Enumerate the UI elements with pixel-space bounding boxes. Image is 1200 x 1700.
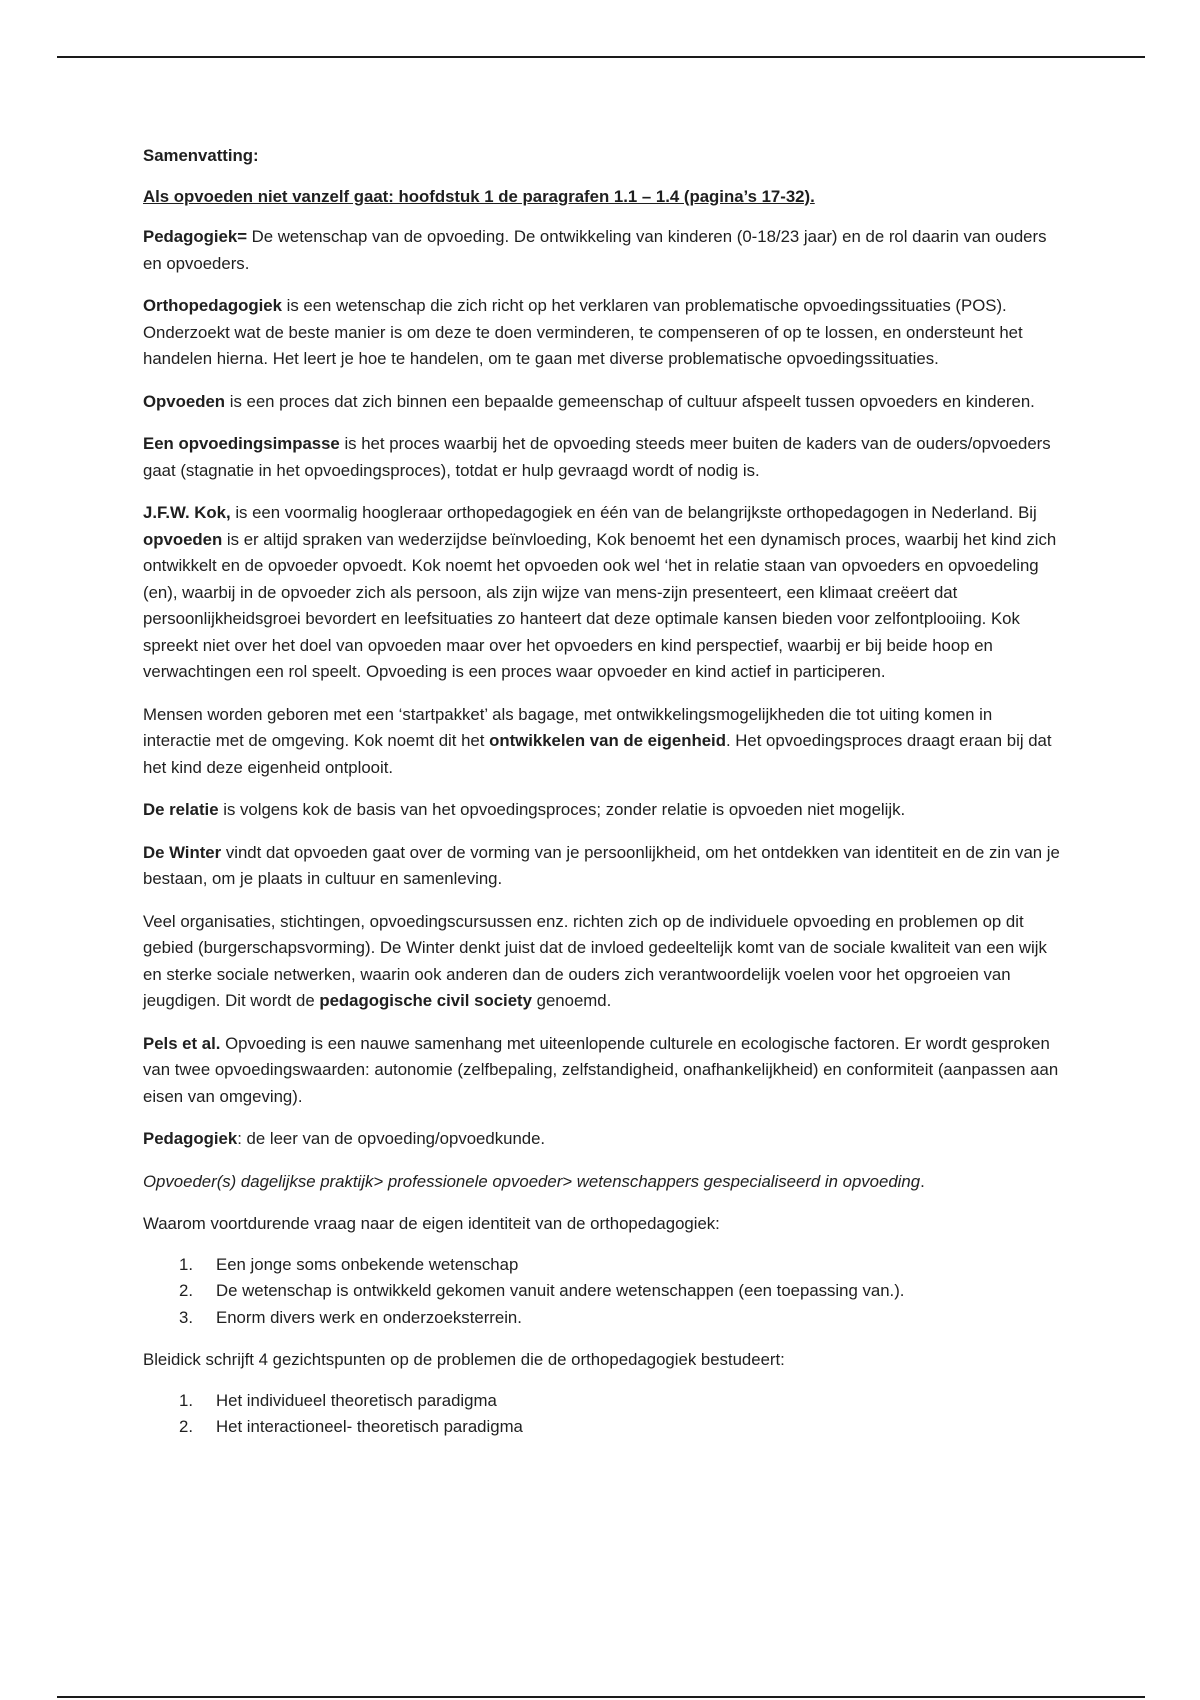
list-bleidick-paradigmas [143,1388,1063,1441]
paragraph-kok: J.F.W. Kok, is een voormalig hoogleraar orthopedagogiek en één van de belangrijkste orthopedagogen in Nederland. Bij opvoeden is er altijd spraken van wederzijdse beïnvloeding, Kok benoemt het een dynamisch proces, waarbij het kind zich ontwikkelt en de opvoeder opvoedt. Kok noemt het opvoeden ook wel ‘het in relatie staan van opvoeders en opvoedeling (en), waarbij in de opvoeder zich als persoon, als zijn wijze van mens-zijn presenteert, een klimaat creëert dat persoonlijkheidsgroei bevordert en leefsituaties zo hanteert dat deze optimale kansen bieden voor zelfontplooiing. Kok spreekt niet over het doel van opvoeden maar over het opvoeders en kind perspectief, waarbij er bij beide hoop en verwachtingen een rol speelt. Opvoeding is een proces waar opvoeder en kind actief in participeren. [143,503,1057,681]
term-opvoedingsimpasse: Een opvoedingsimpasse [143,434,340,453]
footer-rule [57,1696,1145,1698]
paragraph-bleidick: Bleidick schrijft 4 gezichtspunten op de problemen die de orthopedagogiek bestudeert: [143,1350,785,1369]
term-opvoeden-kok: opvoeden [143,529,223,549]
term-relatie: De relatie [143,800,219,819]
paragraph-opvoedingsimpasse: Een opvoedingsimpasse is het proces waarbij het de opvoeding steeds meer buiten de kaders van de ouders/opvoeders gaat (stagnatie in het opvoedingsproces), totdat er hulp gevraagd wordt of nodig is. [143,434,1051,480]
term-de-winter: De Winter [143,842,222,862]
list-identiteit-redenen [143,1252,1063,1332]
paragraph-relatie: De relatie is volgens kok de basis van het opvoedingsproces; zonder relatie is opvoeden niet mogelijk. [143,800,906,819]
paragraph-opvoeden: Opvoeden is een proces dat zich binnen een bepaalde gemeenschap of cultuur afspeelt tussen opvoeders en kinderen. [143,391,1035,411]
term-opvoeden: Opvoeden [143,391,226,411]
term-civil-society: pedagogische civil society [319,991,532,1010]
document-body [143,143,1063,1457]
paragraph-opvoeders-hierarchie: Opvoeder(s) dagelijkse praktijk> professionele opvoeder> wetenschappers gespecialiseerd in opvoeding. [143,1171,925,1191]
list-item: 3. Enorm divers werk en onderzoeksterrein. [179,1307,522,1327]
paragraph-pedagogiek: Pedagogiek= De wetenschap van de opvoeding. De ontwikkeling van kinderen (0-18/23 jaar) en de rol daarin van ouders en opvoeders. [143,227,1047,273]
list-item: 2. De wetenschap is ontwikkeld gekomen vanuit andere wetenschappen (een toepassing van.). [179,1281,905,1300]
paragraph-pedagogiek-leer: Pedagogiek: de leer van de opvoeding/opvoedkunde. [143,1129,546,1148]
term-orthopedagogiek: Orthopedagogiek [143,296,282,315]
list-item: 1. Een jonge soms onbekende wetenschap [179,1254,519,1274]
chapter-subheading: Als opvoeden niet vanzelf gaat: hoofdstuk 1 de paragrafen 1.1 – 1.4 (pagina’s 17-32). [143,186,815,206]
paragraph-orthopedagogiek: Orthopedagogiek is een wetenschap die zich richt op het verklaren van problematische opvoedingssituaties (POS). Onderzoekt wat de beste manier is om deze te doen verminderen, te compenseren of op te lossen, en ondersteunt het handelen hierna. Het leert je hoe te handelen, om te gaan met diverse problematische opvoedingssituaties. [143,296,1023,368]
paragraph-identiteit-vraag: Waarom voortdurende vraag naar de eigen identiteit van de orthopedagogiek: [143,1214,720,1233]
header-rule [57,56,1145,58]
list-item: 2. Het interactioneel- theoretisch paradigma [179,1417,523,1436]
term-pedagogiek: Pedagogiek= [143,227,247,246]
term-eigenheid: ontwikkelen van de eigenheid [489,731,726,750]
term-pedagogiek-leer: Pedagogiek [143,1129,238,1148]
paragraph-startpakket: Mensen worden geboren met een ‘startpakket’ als bagage, met ontwikkelingsmogelijkheden die tot uiting komen in interactie met de omgeving. Kok noemt dit het ontwikkelen van de eigenheid. Het opvoedingsproces draagt eraan bij dat het kind deze eigenheid ontplooit. [143,704,1052,777]
term-kok: J.F.W. Kok, [143,503,231,522]
paragraph-de-winter: De Winter vindt dat opvoeden gaat over de vorming van je persoonlijkheid, om het ontdekken van identiteit en de zin van je bestaan, om je plaats in cultuur en samenleving. [143,842,1060,888]
term-pels: Pels et al. [143,1033,221,1053]
paragraph-civil-society: Veel organisaties, stichtingen, opvoedingscursussen enz. richten zich op de individuele opvoeding en problemen op dit gebied (burgerschapsvorming). De Winter denkt juist dat de invloed gedeeltelijk komt van de sociale kwaliteit van een wijk en sterke sociale netwerken, waarin ook anderen dan de ouders zich verantwoordelijk voelen voor het opgroeien van jeugdigen. Dit wordt de pedagogische civil society genoemd. [143,911,1047,1010]
paragraph-pels: Pels et al. Opvoeding is een nauwe samenhang met uiteenlopende culturele en ecologische factoren. Er wordt gesproken van twee opvoedingswaarden: autonomie (zelfbepaling, zelfstandigheid, onafhankelijkheid) en conformiteit (aanpassen aan eisen van omgeving). [143,1033,1059,1106]
document-heading: Samenvatting: [143,146,259,165]
list-item: 1. Het individueel theoretisch paradigma [179,1390,497,1410]
